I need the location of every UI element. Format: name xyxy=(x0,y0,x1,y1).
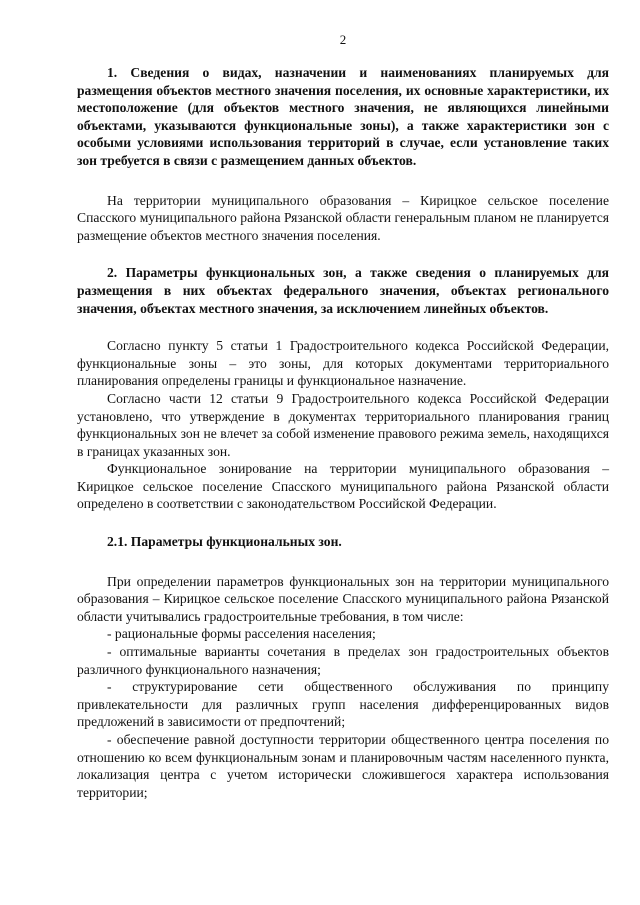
section-2-1-heading: 2.1. Параметры функциональных зон. xyxy=(107,534,342,550)
section-2-paragraph: Согласно части 12 статьи 9 Градостроительного кодекса Российской Федерации установлено, что утверждение в документах территориального планирования границ функциональных зон не влечет за собой изменение правового режима земель, находящихся в границах указанных зон. xyxy=(77,390,609,459)
section-2-paragraph: Функциональное зонирование на территории муниципального образования – Кирицкое сельское поселение Спасского муниципального района Рязанской области определено в соответствии с законодательством Российской Федерации. xyxy=(77,461,609,512)
list-item: - рациональные формы расселения населения; xyxy=(107,626,376,642)
section-1-heading: 1. Сведения о видах, назначении и наименованиях планируемых для размещения объектов местного значения поселения, их основные характеристики, их местоположение (для объектов местного значения, не являющихся линейными объектами, указываются функциональные зоны), а также характеристики зон с особыми условиями использования территорий в случае, если установление таких зон требуется в связи с размещением данных объектов. xyxy=(77,65,609,168)
section-2-paragraph: Согласно пункту 5 статьи 1 Градостроительного кодекса Российской Федерации, функциональные зоны – это зоны, для которых документами территориального планирования определены границы и функциональное назначение. xyxy=(77,338,609,389)
page-number: 2 xyxy=(339,32,347,47)
list-item: - обеспечение равной доступности территории общественного центра поселения по отношению ко всем функциональным зонам и планировочным частям населенного пункта, локализация центра с учетом исторически сложившегося характера использования территории; xyxy=(77,732,609,800)
list-item: - структурирование сети общественного обслуживания по принципу привлекательности для различных групп населения дифференцированных видов предложений в зависимости от предпочтений; xyxy=(77,679,609,730)
document-page xyxy=(77,32,609,801)
list-item: - оптимальные варианты сочетания в пределах зон градостроительных объектов различного функционального назначения; xyxy=(77,644,609,677)
section-1-paragraph: На территории муниципального образования – Кирицкое сельское поселение Спасского муниципального района Рязанской области генеральным планом не планируется размещение объектов местного значения поселения. xyxy=(77,192,609,243)
section-2-heading: 2. Параметры функциональных зон, а также сведения о планируемых для размещения в них объектах федерального значения, объектах регионального значения, объектах местного значения, за исключением линейных объектов. xyxy=(77,265,609,316)
section-2-1-intro: При определении параметров функциональных зон на территории муниципального образования – Кирицкое сельское поселение Спасского муниципального района Рязанской области учитывались градостроительные требования, в том числе: xyxy=(77,573,609,624)
